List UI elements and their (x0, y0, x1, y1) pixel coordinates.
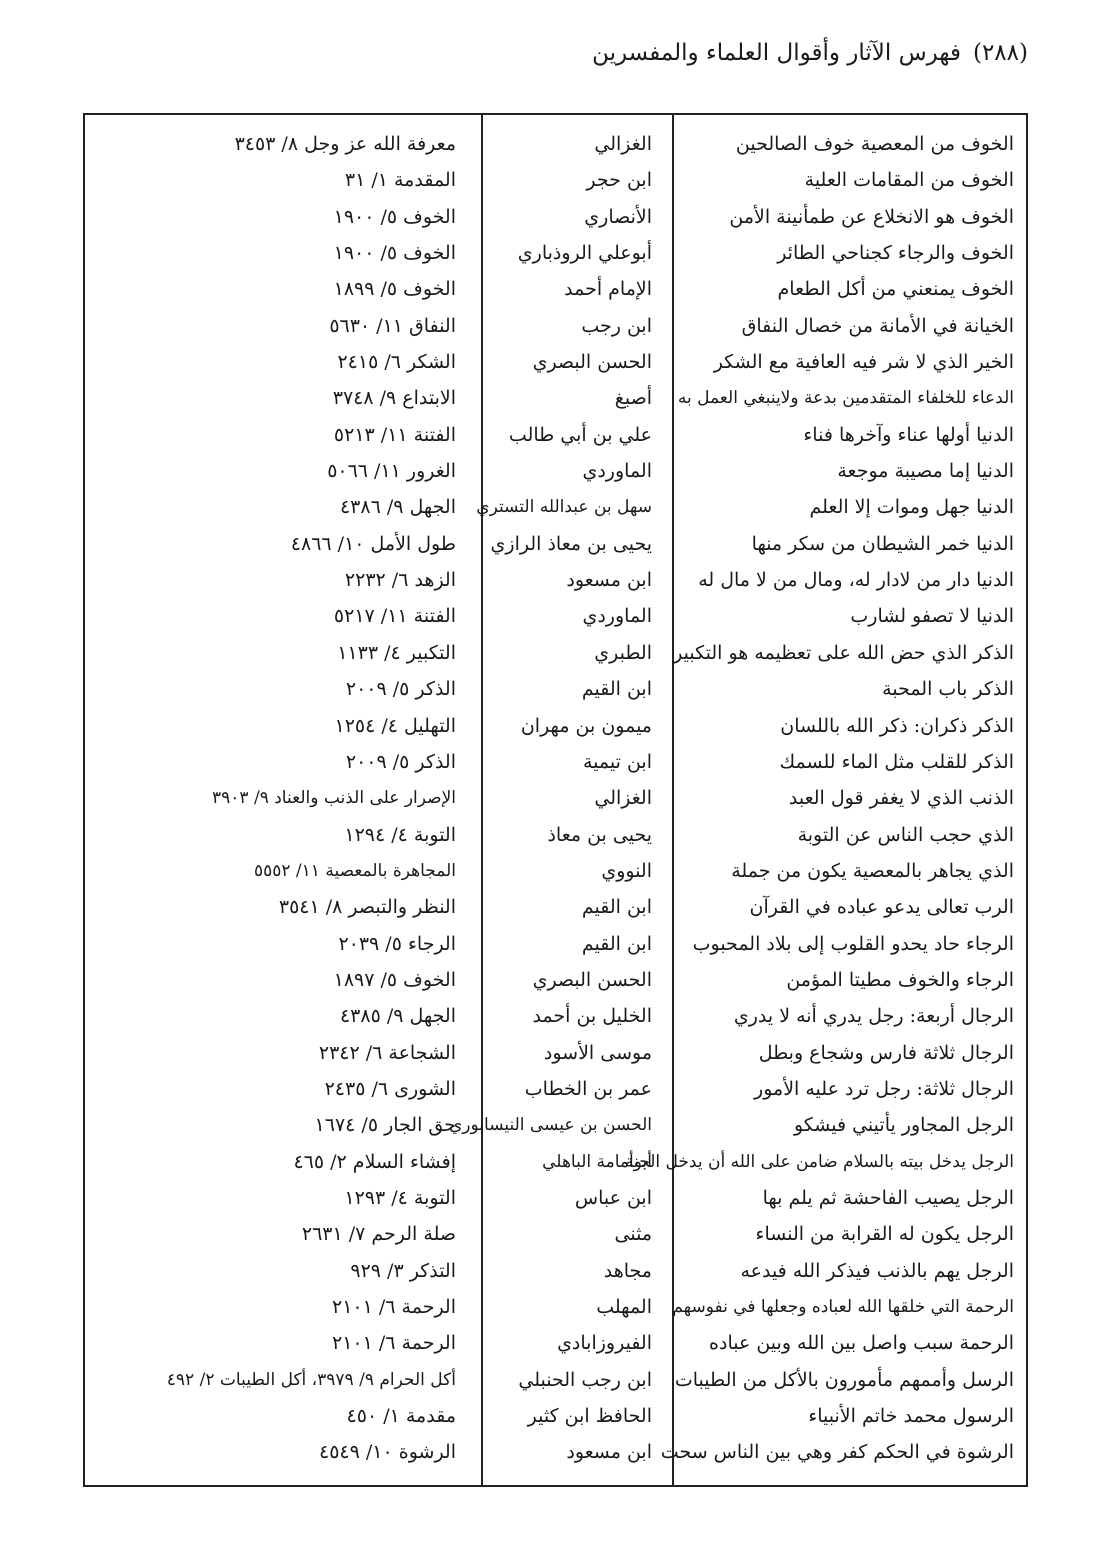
author-cell: الحافظ ابن كثير (527, 1405, 652, 1428)
author-cell: الطبري (594, 641, 652, 664)
table-row (85, 453, 1026, 489)
reference-cell: التكبير ٤/ ١١٣٣ (337, 641, 456, 664)
table-row (85, 1253, 1026, 1289)
table-row (85, 1362, 1026, 1398)
reference-cell: النظر والتبصر ٨/ ٣٥٤١ (278, 896, 456, 919)
author-cell: ابن حجر (586, 169, 652, 192)
saying-cell: الرجال ثلاثة: رجل ترد عليه الأمور (754, 1077, 1014, 1100)
saying-cell: الرسول محمد خاتم الأنبياء (808, 1405, 1014, 1428)
saying-cell: الذكر باب المحبة (882, 678, 1014, 701)
saying-cell: الدنيا جهل وموات إلا العلم (809, 496, 1014, 519)
table-row (85, 708, 1026, 744)
table-row (85, 1107, 1026, 1143)
saying-cell: الرشوة في الحكم كفر وهي بين الناس سحت (660, 1441, 1014, 1464)
table-row (85, 162, 1026, 198)
reference-cell: معرفة الله عز وجل ٨/ ٣٤٥٣ (234, 133, 456, 155)
saying-cell: الدنيا خمر الشيطان من سكر منها (751, 532, 1014, 555)
saying-cell: الذكر للقلب مثل الماء للسمك (779, 750, 1014, 773)
saying-cell: الخوف من المعصية خوف الصالحين (735, 133, 1014, 155)
author-cell: ميمون بن مهران (520, 714, 652, 737)
saying-cell: الرجال أربعة: رجل يدري أنه لا يدري (733, 1005, 1014, 1028)
page-header (88, 32, 1028, 74)
author-cell: الفيروزابادي (557, 1332, 652, 1355)
table-row (85, 853, 1026, 889)
saying-cell: الدنيا لا تصفو لشارب (850, 605, 1014, 628)
author-cell: الماوردي (582, 460, 652, 483)
saying-cell: الخير الذي لا شر فيه العافية مع الشكر (713, 351, 1014, 374)
saying-cell: الخوف والرجاء كجناحي الطائر (777, 242, 1014, 265)
reference-cell: المجاهرة بالمعصية ١١/ ٥٥٥٢ (254, 860, 456, 881)
saying-cell: الذي حجب الناس عن التوبة (797, 823, 1014, 846)
author-cell: ابن عباس (574, 1186, 652, 1209)
reference-cell: الذكر ٥/ ٢٠٠٩ (345, 750, 456, 773)
reference-cell: إفشاء السلام ٢/ ٤٦٥ (293, 1150, 456, 1173)
saying-cell: الدنيا دار من لادار له، ومال من لا مال له (698, 569, 1014, 592)
author-cell: النووي (601, 859, 652, 882)
author-cell: عمر بن الخطاب (524, 1077, 652, 1100)
author-cell: يحيى بن معاذ (547, 823, 652, 846)
reference-cell: الرجاء ٥/ ٢٠٣٩ (338, 932, 456, 955)
author-cell: الحسن البصري (532, 351, 652, 374)
table-row (85, 1180, 1026, 1216)
reference-cell: الابتداع ٩/ ٣٧٤٨ (332, 387, 456, 410)
table-row (85, 271, 1026, 307)
author-cell: ابن مسعود (566, 569, 652, 592)
table-row (85, 526, 1026, 562)
reference-cell: صلة الرحم ٧/ ٢٦٣١ (301, 1223, 456, 1246)
table-row (85, 1071, 1026, 1107)
author-cell: أبوعلي الروذباري (517, 242, 652, 265)
author-cell: يحيى بن معاذ الرازي (490, 532, 652, 555)
table-row (85, 889, 1026, 925)
reference-cell: الفتنة ١١/ ٥٢١٧ (333, 605, 456, 628)
saying-cell: الذنب الذي لا يغفر قول العبد (788, 787, 1014, 810)
author-cell: أصبغ (614, 387, 652, 410)
author-cell: المهلب (596, 1296, 652, 1318)
table-row (85, 489, 1026, 525)
table-row (85, 780, 1026, 816)
author-cell: ابن رجب (581, 314, 652, 337)
reference-cell: المقدمة ١/ ٣١ (344, 169, 456, 192)
reference-cell: الشورى ٦/ ٢٤٣٥ (324, 1077, 456, 1100)
reference-cell: الرحمة ٦/ ٢١٠١ (331, 1332, 456, 1355)
author-cell: الماوردي (582, 605, 652, 628)
reference-cell: حق الجار ٥/ ١٦٧٤ (314, 1114, 456, 1137)
table-row (85, 417, 1026, 453)
author-cell: ابن القيم (581, 896, 652, 919)
reference-cell: التهليل ٤/ ١٢٥٤ (334, 714, 456, 737)
table-row (85, 998, 1026, 1034)
saying-cell: الرجل يصيب الفاحشة ثم يلم بها (762, 1186, 1014, 1209)
reference-cell: الجهل ٩/ ٤٣٨٦ (339, 496, 456, 519)
reference-cell: الزهد ٦/ ٢٢٣٢ (344, 569, 456, 592)
author-cell: الحسن بن عيسى النيسابوري (448, 1115, 652, 1136)
author-cell: علي بن أبي طالب (508, 423, 652, 446)
table-row (85, 344, 1026, 380)
author-cell: مثنى (614, 1223, 652, 1246)
index-table (83, 113, 1028, 1487)
saying-cell: الذكر الذي حض الله على تعظيمه هو التكبير (673, 641, 1014, 664)
author-cell: ابن القيم (581, 678, 652, 701)
saying-cell: الذي يجاهر بالمعصية يكون من جملة (731, 859, 1014, 882)
table-row (85, 926, 1026, 962)
table-row (85, 744, 1026, 780)
reference-cell: الشكر ٦/ ٢٤١٥ (337, 351, 456, 374)
author-cell: الغزالي (594, 133, 652, 155)
saying-cell: الرجاء والخوف مطيتا المؤمن (786, 968, 1014, 991)
table-row (85, 635, 1026, 671)
author-cell: أبوأمامة الباهلي (542, 1151, 652, 1172)
author-cell: مجاهد (603, 1259, 652, 1282)
reference-cell: الغرور ١١/ ٥٠٦٦ (327, 460, 456, 483)
reference-cell: الخوف ٥/ ١٩٠٠ (333, 242, 456, 265)
author-cell: الغزالي (594, 787, 652, 810)
reference-cell: الجهل ٩/ ٤٣٨٥ (339, 1005, 456, 1028)
reference-cell: النفاق ١١/ ٥٦٣٠ (329, 314, 456, 337)
table-row (85, 598, 1026, 634)
index-rows (85, 126, 1026, 1471)
table-row (85, 1035, 1026, 1071)
saying-cell: الذكر ذكران: ذكر الله باللسان (780, 714, 1014, 737)
saying-cell: الرجل يكون له القرابة من النساء (755, 1223, 1014, 1246)
saying-cell: الرجل يهم بالذنب فيذكر الله فيدعه (740, 1259, 1014, 1282)
reference-cell: مقدمة ١/ ٤٥٠ (346, 1405, 456, 1428)
page-title: فهرس الآثار وأقوال العلماء والمفسرين (592, 40, 961, 66)
saying-cell: الرجل المجاور يأتيني فيشكو (793, 1114, 1014, 1137)
saying-cell: الرجاء حاد يحدو القلوب إلى بلاد المحبوب (692, 932, 1014, 955)
author-cell: سهل بن عبدالله التستري (476, 497, 652, 518)
reference-cell: الرحمة ٦/ ٢١٠١ (331, 1296, 456, 1318)
table-row (85, 235, 1026, 271)
table-row (85, 1434, 1026, 1470)
reference-cell: طول الأمل ١٠/ ٤٨٦٦ (290, 532, 456, 555)
table-row (85, 126, 1026, 162)
reference-cell: الذكر ٥/ ٢٠٠٩ (345, 678, 456, 701)
table-row (85, 1289, 1026, 1325)
saying-cell: الرحمة التي خلقها الله لعباده وجعلها في نفوسهم (672, 1297, 1014, 1317)
author-cell: ابن مسعود (566, 1441, 652, 1464)
table-row (85, 562, 1026, 598)
table-row (85, 1144, 1026, 1180)
reference-cell: الخوف ٥/ ١٩٠٠ (333, 205, 456, 228)
table-row (85, 1398, 1026, 1434)
saying-cell: الدنيا أولها عناء وآخرها فناء (803, 423, 1014, 446)
reference-cell: التوبة ٤/ ١٢٩٤ (344, 823, 456, 846)
table-row (85, 671, 1026, 707)
reference-cell: الخوف ٥/ ١٨٩٩ (333, 278, 456, 301)
reference-cell: الرشوة ١٠/ ٤٥٤٩ (319, 1441, 456, 1464)
author-cell: ابن تيمية (583, 750, 652, 773)
author-cell: الحسن البصري (532, 968, 652, 991)
saying-cell: الرب تعالى يدعو عباده في القرآن (749, 896, 1014, 919)
saying-cell: الرجل يدخل بيته بالسلام ضامن على الله أن يدخل الجنة (625, 1151, 1014, 1172)
saying-cell: الخوف يمنعني من أكل الطعام (777, 278, 1014, 301)
table-row (85, 308, 1026, 344)
reference-cell: التذكر ٣/ ٩٢٩ (350, 1259, 456, 1282)
saying-cell: الخوف هو الانخلاع عن طمأنينة الأمن (729, 205, 1014, 228)
saying-cell: الرسل وأممهم مأمورون بالأكل من الطيبات (674, 1368, 1014, 1391)
table-row (85, 1216, 1026, 1252)
table-row (85, 962, 1026, 998)
saying-cell: الدنيا إما مصيبة موجعة (837, 460, 1014, 483)
saying-cell: الخوف من المقامات العلية (804, 169, 1014, 192)
saying-cell: الخيانة في الأمانة من خصال النفاق (741, 314, 1014, 337)
author-cell: الخليل بن أحمد (532, 1005, 652, 1028)
page-number: (٢٨٨) (972, 40, 1028, 66)
table-row (85, 199, 1026, 235)
table-row (85, 1325, 1026, 1361)
author-cell: الإمام أحمد (564, 278, 652, 301)
author-cell: موسى الأسود (543, 1041, 652, 1064)
reference-cell: الخوف ٥/ ١٨٩٧ (333, 968, 456, 991)
saying-cell: الرحمة سبب واصل بين الله وبين عباده (709, 1332, 1014, 1355)
reference-cell: أكل الحرام ٩/ ٣٩٧٩، أكل الطيبات ٢/ ٤٩٢ (166, 1369, 456, 1390)
table-row (85, 817, 1026, 853)
author-cell: ابن رجب الحنبلي (518, 1368, 652, 1391)
saying-cell: الدعاء للخلفاء المتقدمين بدعة ولاينبغي العمل به (677, 388, 1014, 409)
author-cell: ابن القيم (581, 932, 652, 955)
reference-cell: الإصرار على الذنب والعناد ٩/ ٣٩٠٣ (212, 788, 456, 809)
saying-cell: الرجال ثلاثة فارس وشجاع وبطل (758, 1041, 1014, 1064)
reference-cell: الشجاعة ٦/ ٢٣٤٢ (318, 1041, 456, 1064)
reference-cell: الفتنة ١١/ ٥٢١٣ (333, 423, 456, 446)
reference-cell: التوبة ٤/ ١٢٩٣ (344, 1186, 456, 1209)
author-cell: الأنصاري (584, 205, 652, 228)
table-row (85, 380, 1026, 416)
